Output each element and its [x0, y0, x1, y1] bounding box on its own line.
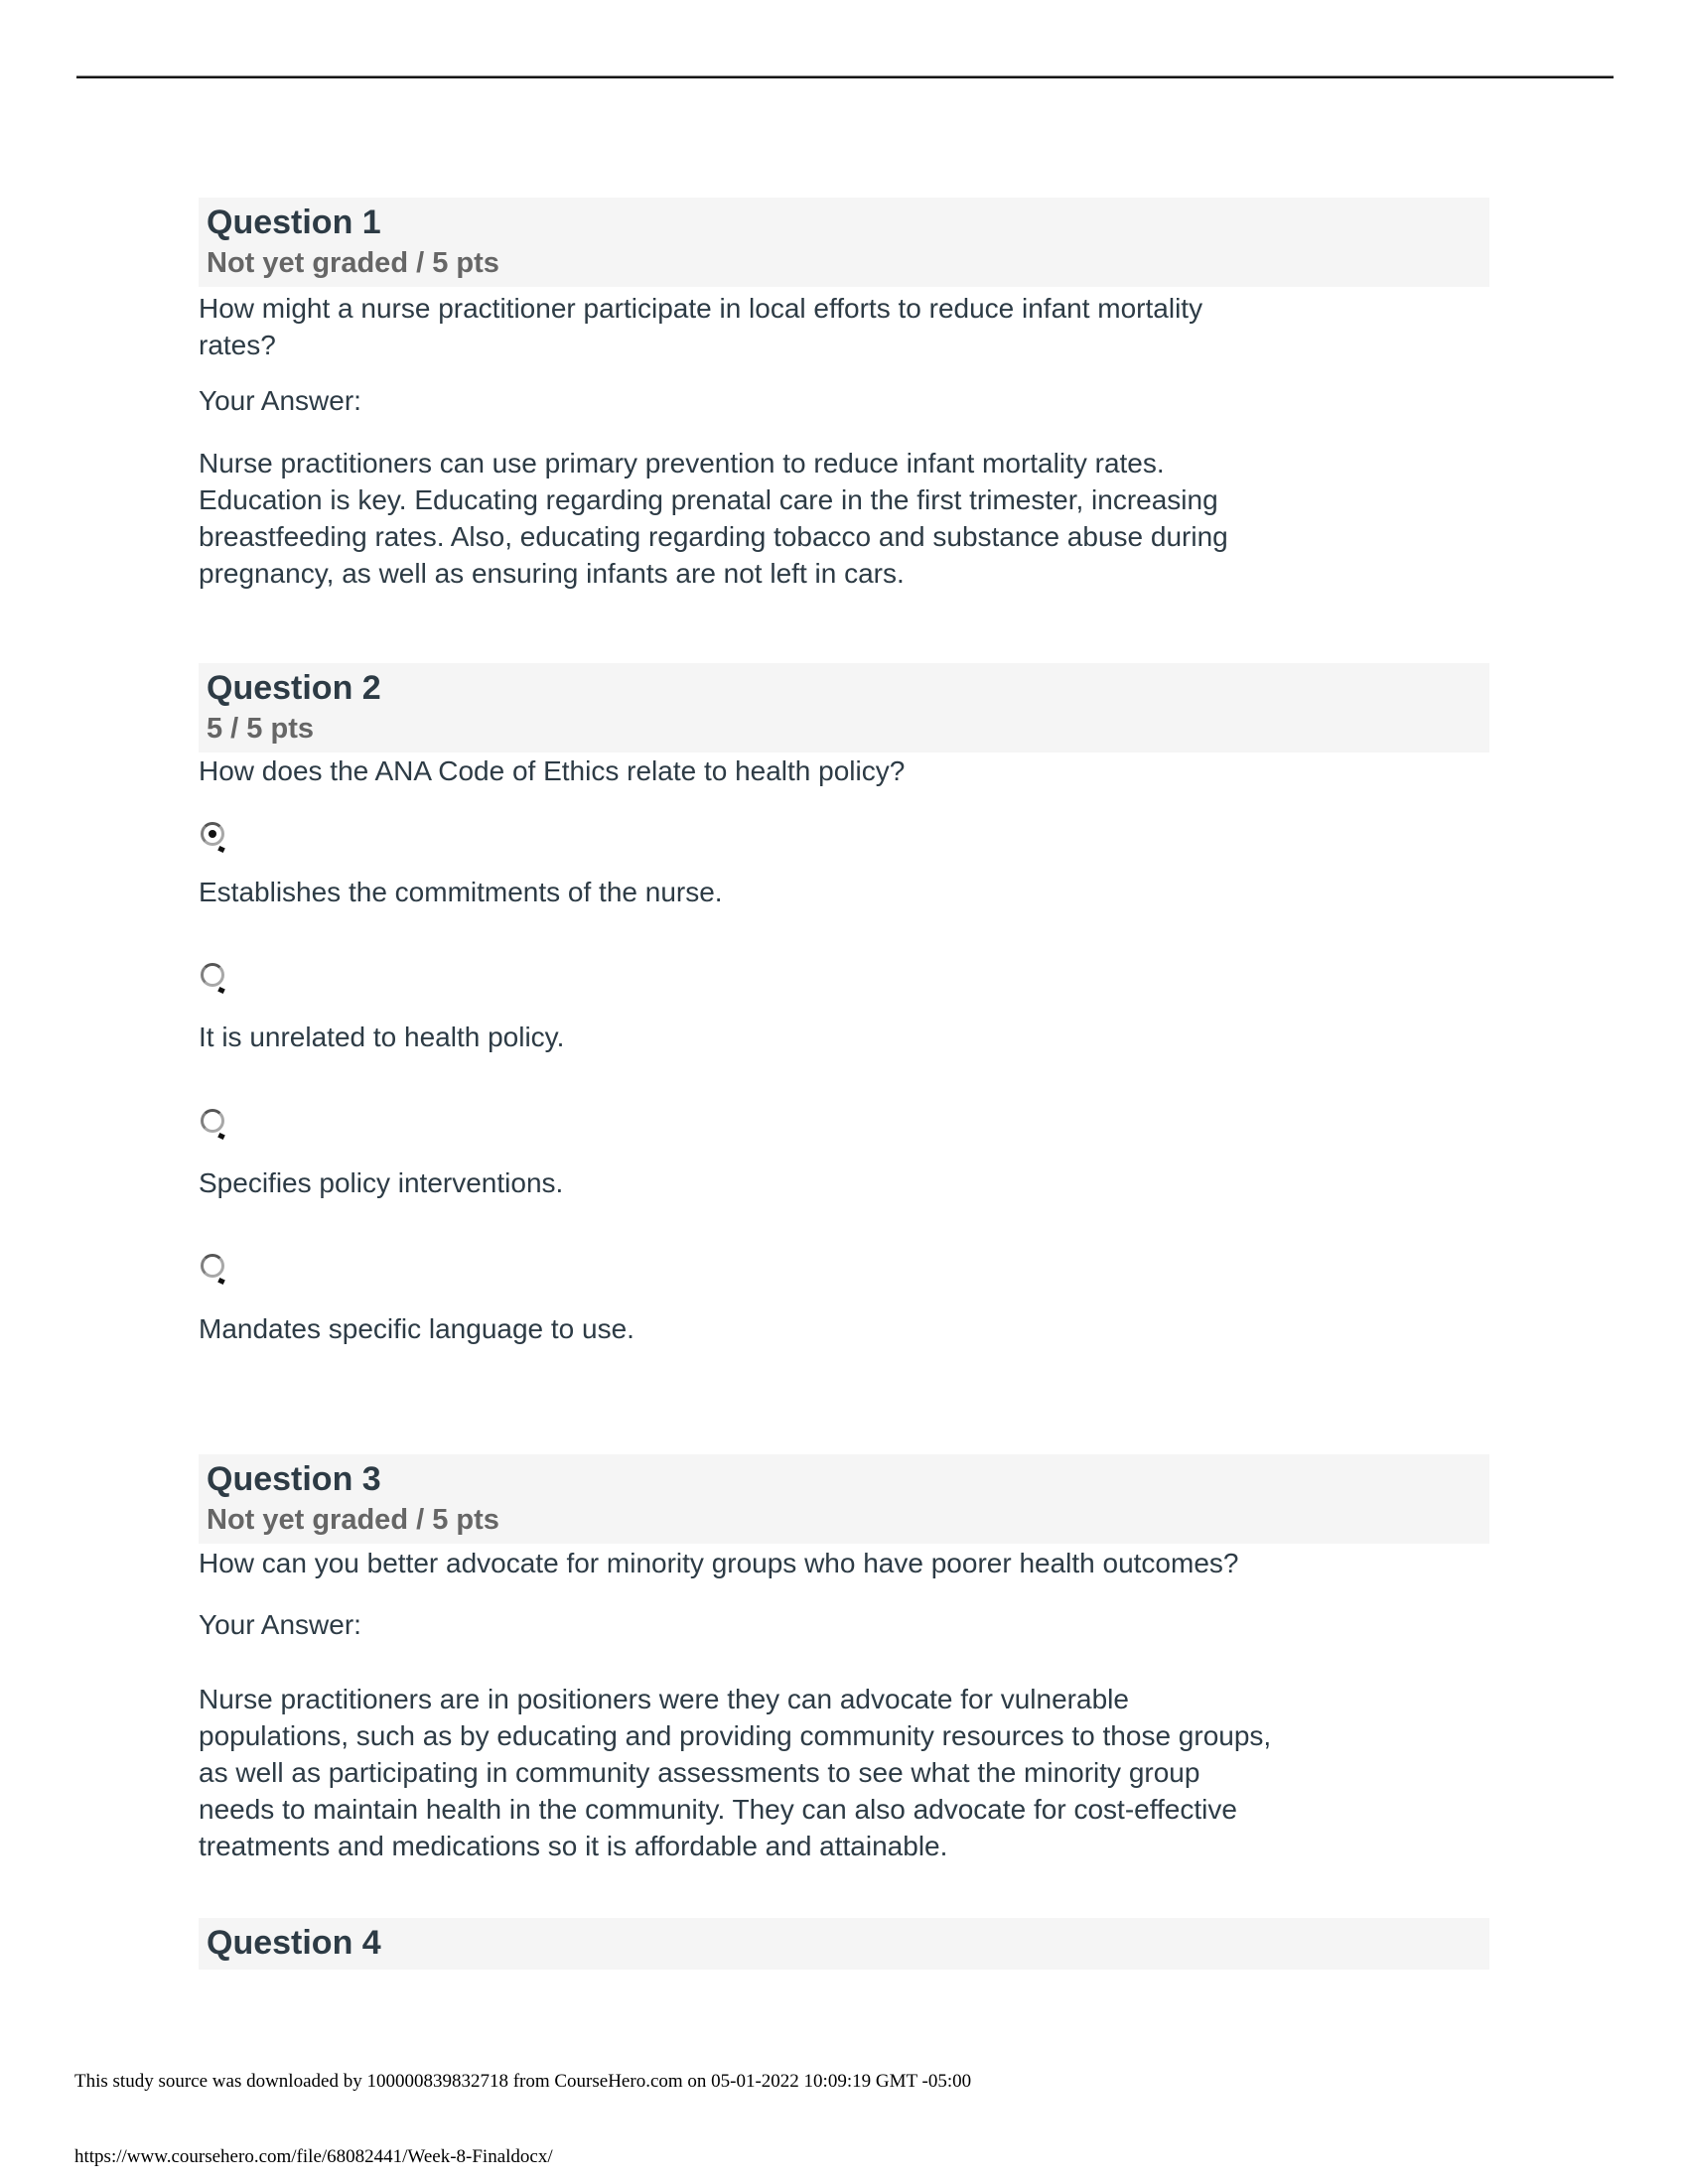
question-4-header	[199, 1918, 1489, 1970]
question-2-title: Question 2	[207, 669, 381, 707]
radio-button-selected-icon[interactable]	[201, 822, 224, 846]
question-3-header	[199, 1454, 1489, 1544]
question-1-title: Question 1	[207, 204, 381, 241]
question-3-your-answer-label: Your Answer:	[199, 1609, 361, 1640]
question-1-text: How might a nurse practitioner participate in local efforts to reduce infant mortality rates?	[199, 293, 1203, 360]
question-2-status: 5 / 5 pts	[207, 713, 314, 745]
page-top-rule	[76, 75, 1614, 78]
question-2-text: How does the ANA Code of Ethics relate to health policy?	[199, 755, 906, 786]
question-3-answer-text: Nurse practitioners are in positioners were they can advocate for vulnerable populations, such as by educating and providing community resources to those groups, as well as participating in community assessments to see what the minority group needs to maintain health in the community. They can also advocate for cost-effective treatments and medications so it is affordable and attainable.	[199, 1684, 1272, 1861]
radio-button-icon[interactable]	[201, 963, 224, 987]
radio-button-icon[interactable]	[201, 1109, 224, 1133]
radio-button-icon[interactable]	[201, 1254, 224, 1278]
question-3-status: Not yet graded / 5 pts	[207, 1504, 499, 1536]
question-2-option-3-label: Specifies policy interventions.	[199, 1167, 564, 1198]
radio-dot-icon	[209, 830, 216, 838]
question-3-text: How can you better advocate for minority groups who have poorer health outcomes?	[199, 1548, 1239, 1578]
footer-download-notice: This study source was downloaded by 100000839832718 from CourseHero.com on 05-01-2022 10:09:19 GMT -05:00	[74, 2071, 972, 2092]
footer-source-url: https://www.coursehero.com/file/68082441/Week-8-Finaldocx/	[74, 2146, 553, 2167]
question-1-your-answer-label: Your Answer:	[199, 385, 361, 416]
question-1-header	[199, 198, 1489, 287]
question-2-option-2-label: It is unrelated to health policy.	[199, 1022, 565, 1052]
question-1-answer-text: Nurse practitioners can use primary prevention to reduce infant mortality rates. Education is key. Educating regarding prenatal care in the first trimester, increasing breastfeeding rates. Also, educating regarding tobacco and substance abuse during pregnancy, as well as ensuring infants are not left in cars.	[199, 448, 1228, 589]
question-2-header	[199, 663, 1489, 752]
question-3-title: Question 3	[207, 1460, 381, 1498]
question-2-option-1-label: Establishes the commitments of the nurse.	[199, 877, 723, 907]
question-2-option-4-label: Mandates specific language to use.	[199, 1313, 634, 1344]
question-4-title: Question 4	[207, 1924, 381, 1962]
question-1-status: Not yet graded / 5 pts	[207, 247, 499, 279]
